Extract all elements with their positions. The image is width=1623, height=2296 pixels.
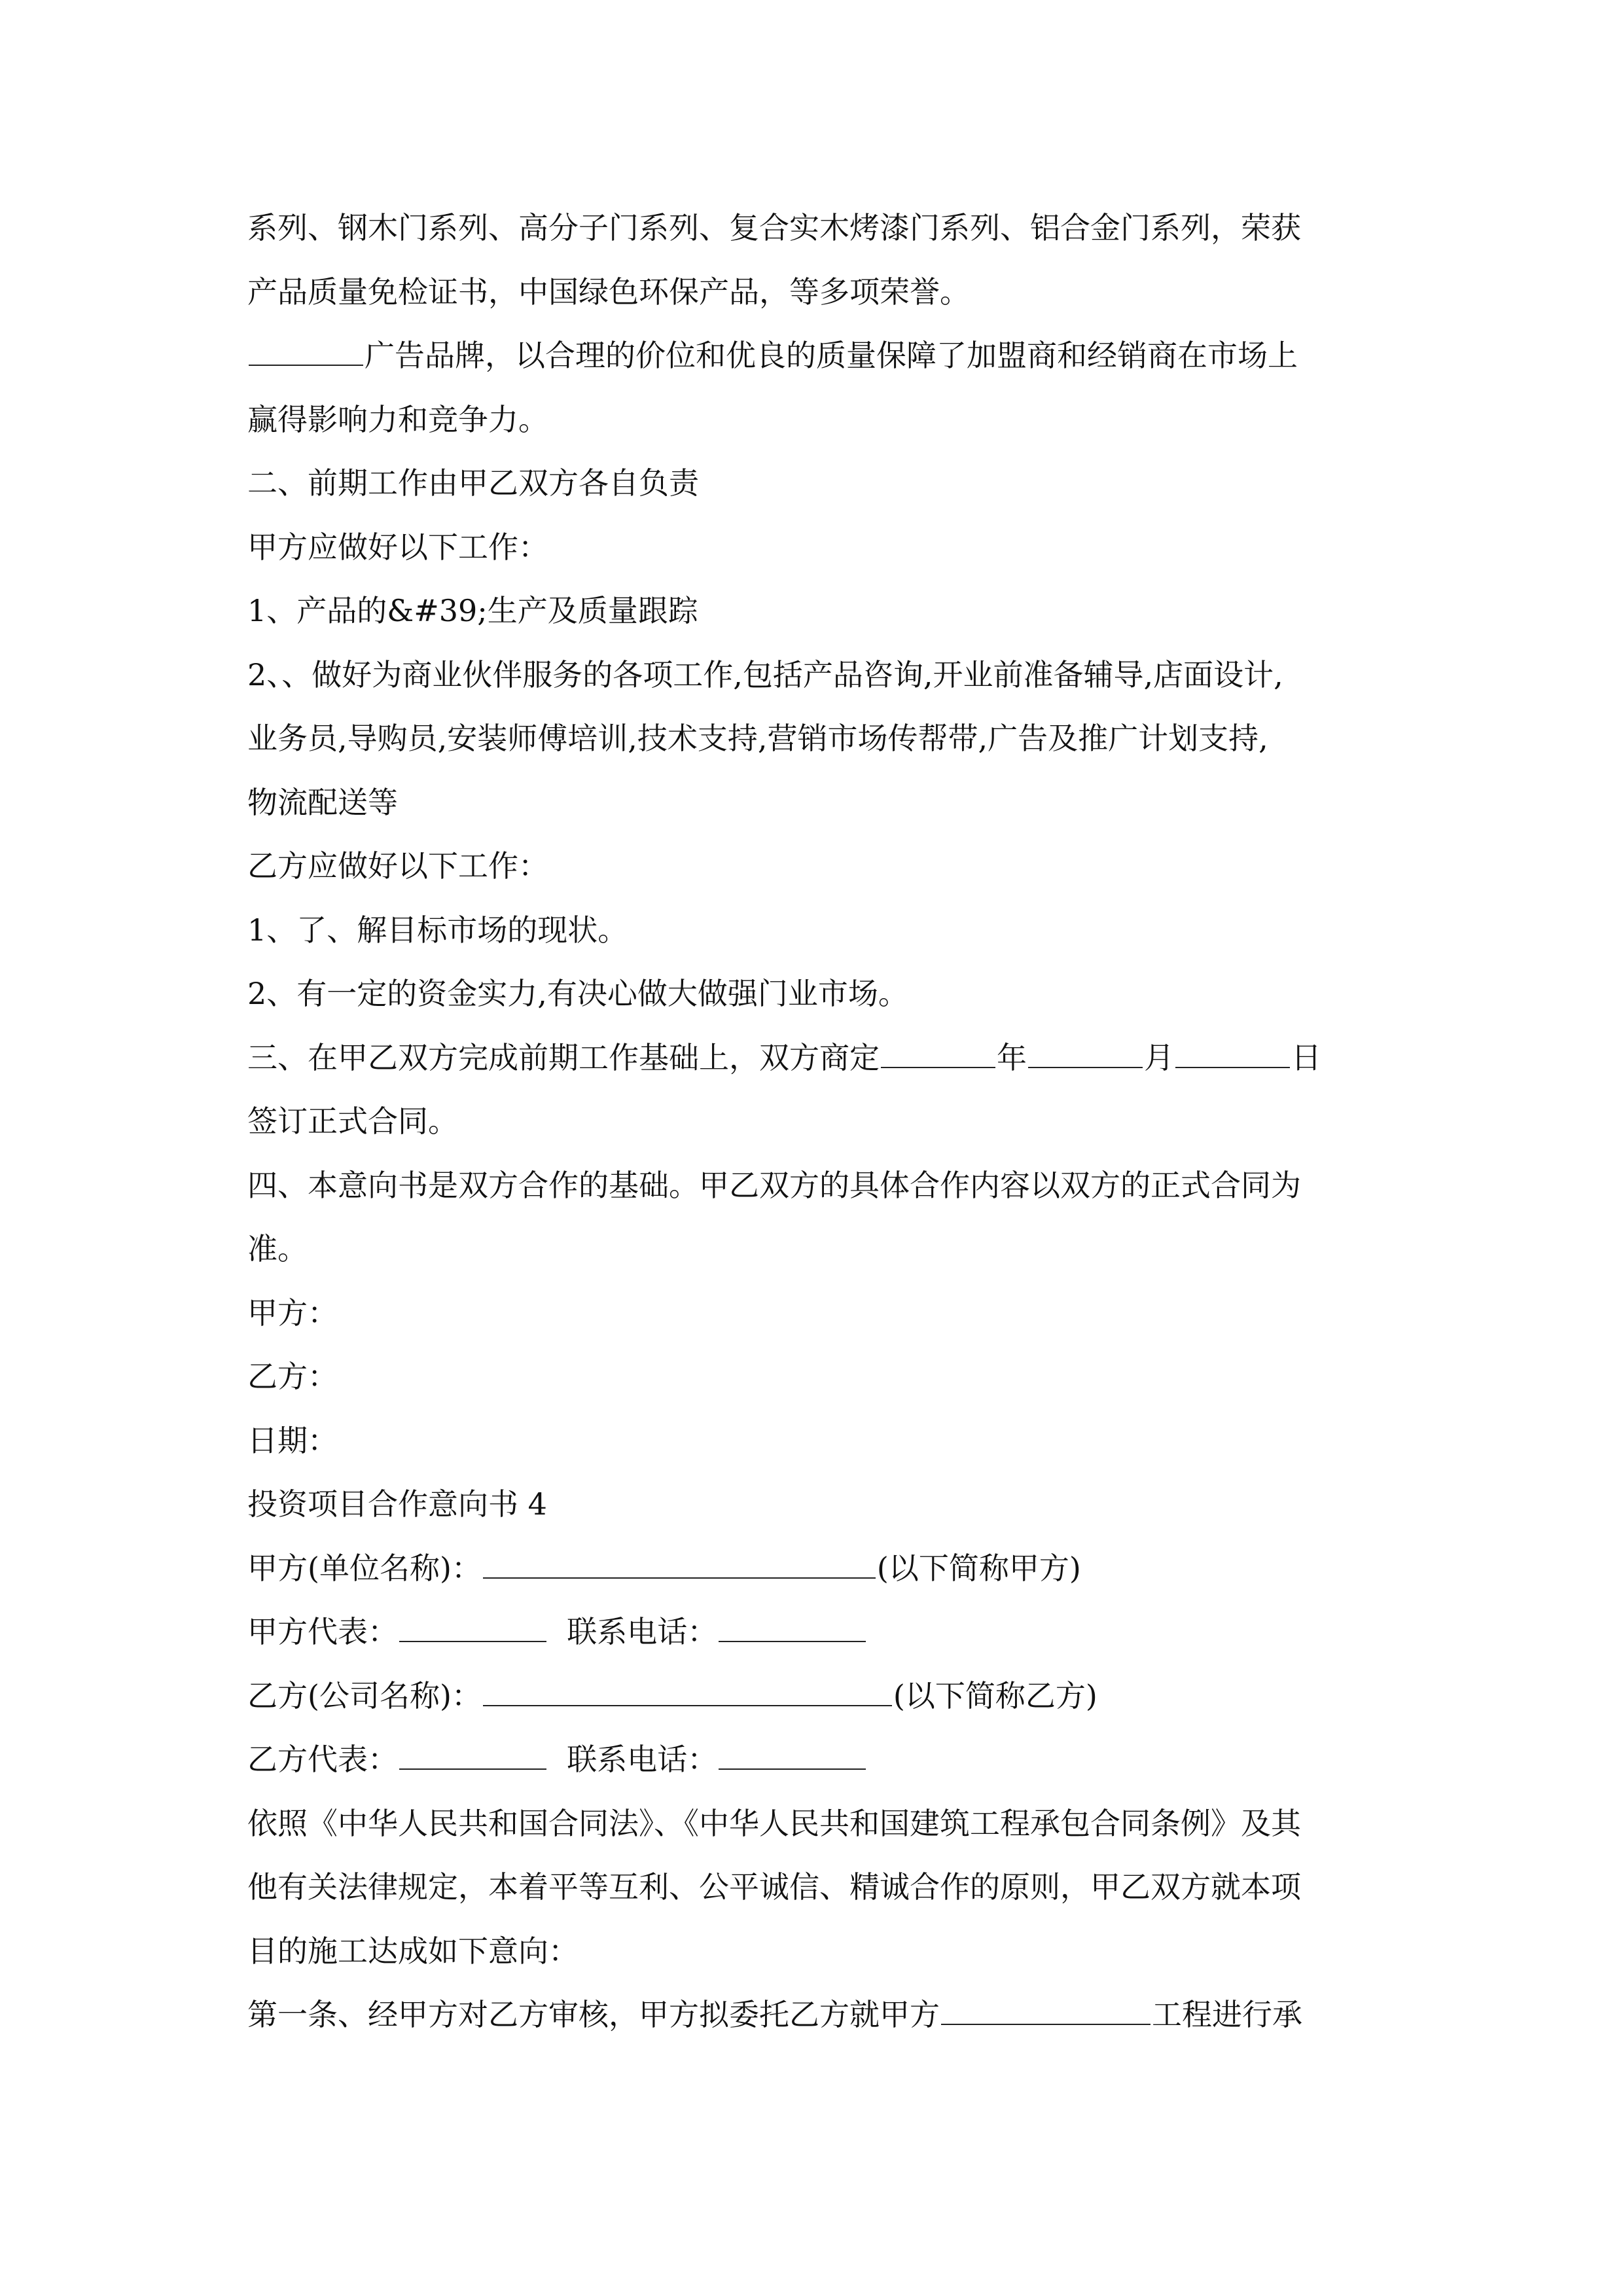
line-text: 1、产品的&#39;生产及质量跟踪 [247, 593, 698, 628]
line-text: 甲方： [247, 1295, 338, 1331]
text-line [247, 643, 1386, 708]
year-blank [881, 1038, 995, 1068]
party-a-phone-blank [719, 1612, 866, 1642]
line-text: 联系电话： [567, 1742, 718, 1777]
line-text: 准。 [247, 1231, 308, 1266]
day-label: 日 [1291, 1039, 1321, 1075]
signature-party-a [247, 1282, 1386, 1346]
line-text: 乙方代表： [247, 1742, 398, 1777]
line-text: 投资项目合作意向书 4 [247, 1486, 547, 1522]
text-line [247, 324, 1386, 388]
line-text: 联系电话： [567, 1614, 718, 1649]
text-line [247, 707, 1386, 771]
text-line [247, 196, 1386, 260]
document-title [247, 1473, 1386, 1537]
signature-party-b [247, 1345, 1386, 1409]
text-line [247, 1090, 1386, 1154]
signature-date [247, 1409, 1386, 1473]
text-line [247, 1217, 1386, 1282]
line-text: 甲方应做好以下工作： [247, 529, 548, 565]
party-b-rep-line [247, 1728, 1386, 1792]
line-text: 广告品牌，以合理的价位和优良的质量保障了加盟商和经销商在市场上 [365, 338, 1298, 373]
document-page [247, 196, 1386, 2047]
line-text: 二、前期工作由甲乙双方各自负责 [247, 465, 699, 501]
section-heading [247, 452, 1386, 516]
article-one-line [247, 1983, 1386, 2047]
line-text: 甲方(单位名称)： [247, 1550, 482, 1586]
party-b-rep-blank [399, 1740, 546, 1770]
party-a-name-blank [483, 1549, 876, 1579]
text-line [247, 579, 1386, 643]
text-line [247, 388, 1386, 452]
project-name-blank [941, 1995, 1150, 2025]
day-blank [1175, 1038, 1290, 1068]
line-text: 业务员,导购员,安装师傅培训,技术支持,营销市场传帮带,广告及推广计划支持, [247, 721, 1268, 756]
party-a-name-line [247, 1537, 1386, 1601]
line-text: 三、在甲乙双方完成前期工作基础上，双方商定 [247, 1039, 880, 1075]
text-line [247, 834, 1386, 899]
line-text: 他有关法律规定，本着平等互利、公平诚信、精诚合作的原则，甲乙双方就本项 [247, 1869, 1301, 1905]
text-line [247, 771, 1386, 835]
line-text: 乙方应做好以下工作： [247, 848, 548, 884]
line-text: 2、有一定的资金实力,有决心做大做强门业市场。 [247, 976, 908, 1011]
line-text: 甲方代表： [247, 1614, 398, 1649]
month-label: 月 [1144, 1039, 1174, 1075]
text-line [247, 260, 1386, 325]
year-label: 年 [997, 1039, 1027, 1075]
line-text: 物流配送等 [247, 784, 398, 820]
text-line [247, 516, 1386, 580]
line-text: 第一条、经甲方对乙方审核，甲方拟委托乙方就甲方 [247, 1997, 940, 2032]
line-text: (以下简称乙方) [893, 1677, 1097, 1713]
line-text: 1、了、解目标市场的现状。 [247, 912, 628, 948]
text-line [247, 1792, 1386, 1856]
party-a-rep-blank [399, 1612, 546, 1642]
text-line [247, 962, 1386, 1026]
line-text: 签订正式合同。 [247, 1103, 458, 1139]
text-line [247, 1856, 1386, 1920]
party-b-phone-blank [719, 1740, 866, 1770]
line-text: 日期： [247, 1422, 338, 1458]
party-b-name-line [247, 1664, 1386, 1729]
party-a-rep-line [247, 1600, 1386, 1664]
line-text: 乙方： [247, 1359, 338, 1394]
line-text: 产品质量免检证书，中国绿色环保产品，等多项荣誉。 [247, 274, 970, 310]
line-text: 系列、钢木门系列、高分子门系列、复合实木烤漆门系列、铝合金门系列，荣获 [247, 210, 1301, 245]
fill-blank [249, 336, 363, 366]
section-heading [247, 1026, 1386, 1090]
section-heading [247, 1154, 1386, 1218]
line-text: 2、、做好为商业伙伴服务的各项工作,包括产品咨询,开业前准备辅导,店面设计, [247, 656, 1283, 692]
line-text: (以下简称甲方) [876, 1550, 1081, 1586]
line-text: 工程进行承 [1152, 1997, 1302, 2032]
line-text: 赢得影响力和竞争力。 [247, 401, 548, 437]
line-text: 依照《中华人民共和国合同法》、《中华人民共和国建筑工程承包合同条例》及其 [247, 1805, 1301, 1841]
line-text: 乙方(公司名称)： [247, 1677, 482, 1713]
line-text: 四、本意向书是双方合作的基础。甲乙双方的具体合作内容以双方的正式合同为 [247, 1167, 1301, 1203]
text-line [247, 1920, 1386, 1984]
party-b-name-blank [483, 1676, 892, 1706]
line-text: 目的施工达成如下意向： [247, 1933, 579, 1969]
text-line [247, 899, 1386, 963]
month-blank [1028, 1038, 1143, 1068]
